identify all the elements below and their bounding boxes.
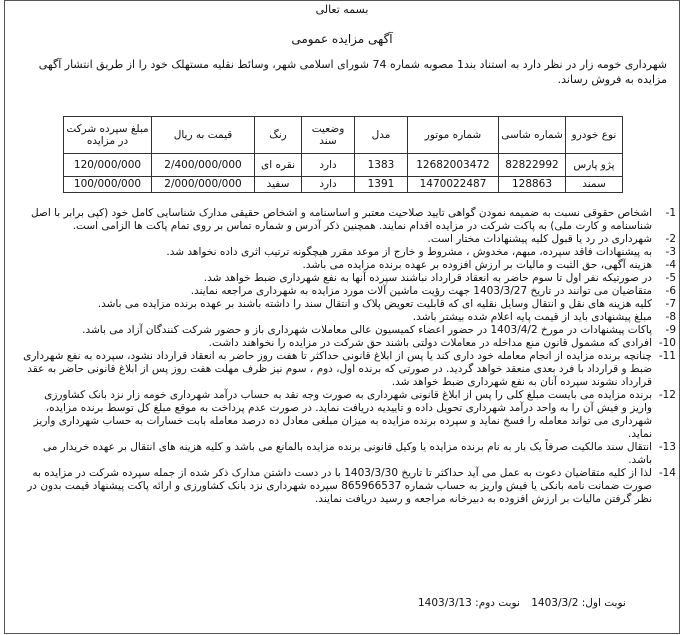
clause-text: لذا از کلیه متقاضیان دعوت به عمل می آید حداکثر تا تاریخ 1403/3/30 با در دست داشتن مدارک ذکر شده از جمله سپرده شرکت در مزایده به صورت ضمانت نامه بانکی یا فیش واریز به حساب شماره 865966537 سپرده شهرداری نزد بانک کشاورزی و ارائه پاکت پیشنهاد قیمت بدون در نظر گرفتن مالیات بر ارزش افزوده به دبیرخانه مراجعه و رسید دریافت نمایند. <box>27 467 652 505</box>
clause-item <box>21 467 676 506</box>
table-cell: 1391 <box>355 177 408 193</box>
clause-number: 11- <box>658 350 676 362</box>
publication-dates <box>410 597 626 609</box>
clause-text: شهرداری در رد یا قبول کلیه پیشنهادات مختار است. <box>427 233 652 245</box>
clause-item <box>21 311 676 324</box>
table-cell: دارد <box>302 154 355 177</box>
table-row <box>64 154 623 177</box>
clause-text: هزینه آگهی، حق الثبت و مالیات بر ارزش افزوده بر عهده برنده مزایده می باشد. <box>302 259 652 271</box>
col-color: رنگ <box>255 117 302 154</box>
clause-number: 14- <box>658 467 676 479</box>
clause-item <box>21 389 676 441</box>
table-cell: پژو پارس <box>566 154 623 177</box>
clause-item <box>21 337 676 350</box>
clause-number: 6- <box>665 285 676 297</box>
clauses-list <box>21 207 676 506</box>
table-cell: 2/000/000/000 <box>152 177 255 193</box>
page-title: آگهی مزایده عمومی <box>291 32 393 46</box>
clause-item <box>21 233 676 246</box>
table-cell: 1470022487 <box>408 177 499 193</box>
table-cell: نقره ای <box>255 154 302 177</box>
clause-text: متقاضیان می توانند در تاریخ 1403/3/27 جهت رؤیت ماشین آلات مورد مزایده به شهرداری مراجعه نمایند. <box>190 285 652 297</box>
table-cell: 2/400/000/000 <box>152 154 255 177</box>
clause-text: کلیه هزینه های نقل و انتقال وسایل نقلیه ای که قابلیت تعویض پلاک و انتقال سند را داشته باشند بر عهده برنده مزایده می باشد. <box>97 298 652 310</box>
clause-text: در صورتیکه نفر اول تا سوم حاضر به انعقاد قرارداد نباشند سپرده آنها به نفع شهرداری ضبط خواهد شد. <box>203 272 652 284</box>
second-publication-date: نوبت دوم: 1403/3/13 <box>418 597 520 609</box>
clause-item <box>21 350 676 389</box>
table-row <box>64 177 623 193</box>
table-header-row <box>64 117 623 154</box>
clause-text: چنانچه برنده مزایده از انجام معامله خود داری کند یا پس از ابلاغ قانونی حداکثر تا هفت روز حاضر به انعقاد قرارداد نشود، سپرده به نفع شهرداری ضبط و قرارداد با فرد بعدی منعقد خواهد گردید. در صورتی که برنده اول، دوم ، سوم نیز ظرف مهلت هفت روز پس از ابلاغ قانونی حاضر به عقد قرارداد نشوند سپرده آنان به نفع شهرداری ضبط خواهد شد. <box>23 350 652 388</box>
clause-item <box>21 259 676 272</box>
col-model: مدل <box>355 117 408 154</box>
table-cell: 1383 <box>355 154 408 177</box>
clause-number: 4- <box>665 259 676 271</box>
table-cell: سفید <box>255 177 302 193</box>
clause-text: افرادی که مشمول قانون منع مداخله در معاملات دولتی باشند حق شرکت در مزایده را نخواهند داشت. <box>208 337 652 349</box>
clause-number: 2- <box>665 233 676 245</box>
clause-number: 7- <box>665 298 676 310</box>
intro-paragraph: شهرداری خومه زار در نظر دارد به استناد بند1 مصوبه شماره 74 شورای اسلامی شهر، وسائط نقلیه مستهلک خود را از طریق انتشار آگهی مزایده به فروش رساند. <box>38 58 667 86</box>
table-cell: 12682003472 <box>408 154 499 177</box>
document-page <box>4 0 680 634</box>
clause-number: 1- <box>665 207 676 219</box>
table-cell: 120/000/000 <box>64 154 152 177</box>
first-publication-date: نوبت اول: 1403/3/2 <box>531 597 626 609</box>
clause-number: 12- <box>658 389 676 401</box>
clause-number: 8- <box>665 311 676 323</box>
clause-number: 9- <box>665 324 676 336</box>
table-cell: سمند <box>566 177 623 193</box>
clause-text: برنده مزایده می بایست مبلغ کلی را پس از ابلاغ قانونی شهرداری به صورت وجه نقد به حساب درآمد شهرداری خومه زار نزد بانک کشاورزی واریز و فیش آن را به واحد درآمد شهرداری تحویل داده و تاییدیه دریافت نماید. در صورت عدم پرداخت به موقع مبلغ کل توسط برنده مزایده، شهرداری می تواند معامله را فسخ نماید و سپرده برنده مزایده به میزان مبلغی معادل ده درصد معامله بابت خسارات به حساب شهرداری واریز نماید. <box>33 389 652 440</box>
table-cell: 82822992 <box>499 154 566 177</box>
clause-item <box>21 441 676 467</box>
clause-item <box>21 324 676 337</box>
col-chassis-number: شماره شاسی <box>499 117 566 154</box>
clause-number: 5- <box>665 272 676 284</box>
table-cell: دارد <box>302 177 355 193</box>
clause-item <box>21 207 676 233</box>
clause-text: به پیشنهادات فاقد سپرده، مبهم، مخدوش ، مشروط و خارج از موعد مقرر هیچگونه ترتیب اثری داده نخواهد شد. <box>166 246 652 258</box>
clause-number: 13- <box>658 441 676 453</box>
clause-text: اشخاص حقوقی نسبت به ضمیمه نمودن گواهی تایید صلاحیت معتبر و اساسنامه و اشخاص حقیقی مدارک شناسایی کامل خود (کپی برابر با اصل شناسنامه و کارت ملی) به پاکت شرکت در مزایده اقدام نمایند. همچنین ذکر آدرس و شماره تماس بر روی تمام پاکت ها الزامی است. <box>30 207 652 232</box>
table-cell: 100/000/000 <box>64 177 152 193</box>
col-document-status: وضعیت سند <box>302 117 355 154</box>
clause-text: مبلغ پیشنهادی باید از قیمت پایه اعلام شده بیشتر باشد. <box>412 311 652 323</box>
table-cell: 128863 <box>499 177 566 193</box>
clause-number: 10- <box>658 337 676 349</box>
clause-text: پاکات پیشنهادات در مورخ 1403/4/2 در حضور اعضاء کمیسیون عالی معاملات شهرداری باز و حضور شرکت کنندگان آزاد می باشد. <box>82 324 652 336</box>
basmala: بسمه تعالی <box>315 3 369 16</box>
col-price: قیمت به ریال <box>152 117 255 154</box>
clause-text: انتقال سند مالکیت صرفاً یک بار به نام برنده مزایده یا وکیل قانونی برنده مزایده بالمانع می باشد و کلیه هزینه های انتقال بر عهده خریدار می باشد. <box>42 441 652 466</box>
vehicles-table <box>63 116 623 193</box>
clause-number: 3- <box>665 246 676 258</box>
col-engine-number: شماره موتور <box>408 117 499 154</box>
clause-item <box>21 298 676 311</box>
col-vehicle-type: نوع خودرو <box>566 117 623 154</box>
clause-item <box>21 246 676 259</box>
clause-item <box>21 285 676 298</box>
clause-item <box>21 272 676 285</box>
col-deposit: مبلغ سپرده شرکت در مزایده <box>64 117 152 154</box>
